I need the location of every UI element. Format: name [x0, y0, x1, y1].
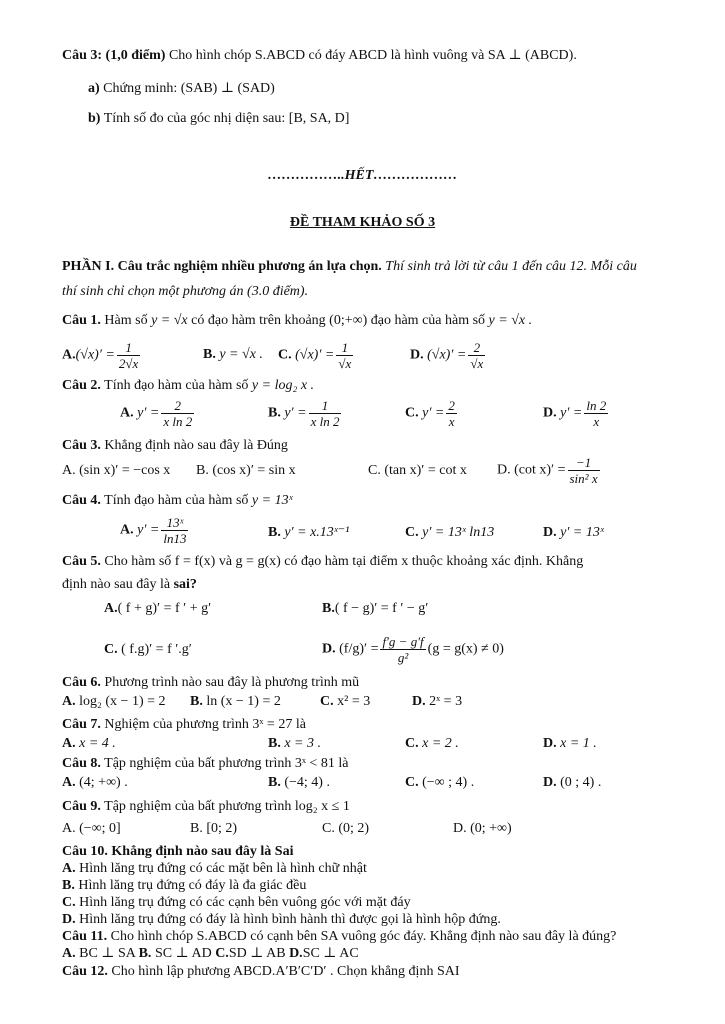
option-label: B. — [62, 878, 75, 893]
option-value: x = 1 . — [560, 736, 597, 751]
q2-label: Câu 2. — [62, 378, 101, 393]
q2-option-d — [543, 398, 610, 429]
q1-text-1: Hàm số — [104, 313, 148, 328]
fraction-denominator: x — [448, 414, 455, 429]
option-lhs: y′ = — [137, 405, 160, 421]
q12-text: Cho hình lập phương ABCD.A′B′C′D′ . Chọn khẳng định SAI — [111, 964, 460, 979]
q4-option-c — [405, 524, 494, 542]
q3-top-heading: Câu 3: (1,0 điểm) — [62, 48, 166, 63]
fraction-numerator: 1 — [117, 340, 140, 356]
q3-option-b: B. (cos x)′ = sin x — [196, 463, 296, 478]
q1-text-2: có đạo hàm trên khoảng — [191, 313, 326, 328]
option-value: SC ⊥ AC — [302, 946, 359, 961]
option-lhs: (√x)′ = — [75, 347, 115, 363]
q8-option-a — [62, 774, 128, 792]
q2-stem — [62, 377, 314, 395]
option-label: B. — [138, 946, 152, 961]
q9-option-b: B. [0; 2) — [190, 821, 238, 836]
q1-option-d — [410, 340, 487, 371]
option-value: BC ⊥ SA — [79, 946, 136, 961]
fraction-denominator: x — [593, 414, 600, 429]
q1-option-b — [203, 346, 263, 364]
option-label: D. — [543, 405, 557, 421]
option-lhs: y′ = — [560, 405, 583, 421]
option-lhs: y′ = — [284, 405, 307, 421]
option-label: C. — [62, 895, 76, 910]
q7-label: Câu 7. — [62, 717, 101, 732]
q2-function: y = log₂ x . — [251, 378, 315, 393]
q9-label: Câu 9. — [62, 799, 101, 814]
option-label: A. — [120, 522, 134, 538]
q3-option-a: A. (sin x)′ = −cos x — [62, 463, 171, 478]
q1-interval: (0;+∞) — [329, 313, 368, 328]
q1-stem — [62, 312, 532, 330]
fraction-denominator: x ln 2 — [163, 414, 193, 429]
q9-option-d: D. (0; +∞) — [453, 821, 512, 836]
option-label: D. — [289, 946, 303, 961]
q9-option-a: A. (−∞; 0] — [62, 821, 121, 836]
option-label: D. — [543, 775, 557, 790]
q3b-line — [88, 110, 349, 128]
fraction-denominator: 2√x — [118, 356, 139, 371]
option-label: B. — [268, 736, 281, 751]
exam-title: ĐỀ THAM KHẢO SỐ 3 — [289, 215, 436, 230]
q5-option-b — [322, 600, 428, 618]
option-label: A. — [62, 861, 76, 876]
fraction-numerator: −1 — [568, 455, 600, 471]
fraction-numerator: 2 — [161, 398, 194, 414]
part1-heading: PHẦN I. Câu trắc nghiệm nhiều phương án lựa chọn. — [62, 259, 382, 274]
option-value: SD ⊥ AB — [228, 946, 286, 961]
option-value: ( f − g)′ = f ′ − g′ — [334, 601, 429, 616]
fraction-numerator: 13ˣ — [161, 515, 188, 531]
q2-option-c — [405, 398, 459, 429]
q12-label: Câu 12. — [62, 964, 108, 979]
q9-text: Tập nghiệm của bất phương trình log₂ x ≤ 1 — [104, 799, 350, 814]
option-label: A. — [104, 601, 118, 616]
q3-top-text: Cho hình chóp S.ABCD có đáy ABCD là hình vuông và SA ⊥ (ABCD). — [168, 48, 577, 63]
q6-stem — [62, 674, 359, 692]
q10-option-b — [62, 877, 306, 895]
q10-option-d — [62, 911, 501, 929]
q9-stem — [62, 798, 350, 816]
option-label: B. — [268, 525, 281, 540]
option-lhs: y′ = — [137, 522, 160, 538]
option-label: B. — [268, 405, 281, 421]
option-value: Hình lăng trụ đứng có các mặt bên là hình chữ nhật — [79, 861, 367, 876]
q5-option-a — [104, 600, 211, 618]
option-value: y′ = x.13ˣ⁻¹ — [284, 525, 350, 540]
q7-option-a — [62, 735, 116, 753]
q4-option-d — [543, 524, 604, 542]
option-label: D. — [62, 912, 76, 927]
end-marker: ……………..HẾT……………… — [267, 168, 458, 183]
option-value: ( f + g)′ = f ′ + g′ — [117, 601, 212, 616]
q5-text-2: định nào sau đây là — [62, 577, 171, 592]
q9-option-c: C. (0; 2) — [322, 821, 370, 836]
q3b-label: b) — [88, 111, 101, 126]
fraction-denominator: g² — [397, 650, 409, 665]
q3-option-d — [497, 455, 602, 486]
option-label: C. — [405, 525, 419, 540]
q5-option-d — [322, 634, 504, 665]
q11-text: Cho hình chóp S.ABCD có cạnh bên SA vuông góc đáy. Khẳng định nào sau đây là đúng? — [110, 929, 617, 944]
option-value: Hình lăng trụ đứng có các cạnh bên vuông góc với mặt đáy — [79, 895, 411, 910]
q1-option-c — [278, 340, 355, 371]
option-value: Hình lăng trụ đứng có đáy là hình bình hành thì được gọi là hình hộp đứng. — [79, 912, 501, 927]
q8-option-d — [543, 774, 601, 792]
option-label: A. — [62, 694, 76, 709]
q10-option-a — [62, 860, 367, 878]
option-value: SC ⊥ AD — [154, 946, 212, 961]
option-value: 2ˣ = 3 — [429, 694, 463, 709]
q5-keyword: sai? — [173, 577, 197, 592]
q5-text: Cho hàm số f = f(x) và g = g(x) có đạo hàm tại điểm x thuộc khoảng xác định. Khẳng — [104, 554, 584, 569]
q6-option-d — [412, 693, 462, 711]
option-condition: (g = g(x) ≠ 0) — [427, 641, 504, 657]
option-lhs: (√x)′ = — [295, 347, 335, 363]
option-label: B. — [190, 694, 203, 709]
q5-label: Câu 5. — [62, 554, 101, 569]
option-label: A. — [62, 946, 76, 961]
fraction-denominator: x ln 2 — [310, 414, 340, 429]
option-value: x = 4 . — [79, 736, 116, 751]
q6-text: Phương trình nào sau đây là phương trình mũ — [104, 675, 360, 690]
fraction-denominator: ln13 — [163, 531, 187, 546]
q4-text: Tính đạo hàm của hàm số — [104, 493, 249, 508]
option-lhs: y′ = — [422, 405, 445, 421]
q10-option-c — [62, 894, 411, 912]
q11-stem — [62, 928, 616, 946]
option-label: D. — [543, 525, 557, 540]
option-label: C. — [278, 347, 292, 363]
q3a-line — [88, 80, 275, 98]
part1-line1 — [62, 258, 637, 276]
option-value: (−∞ ; 4) . — [422, 775, 475, 790]
q4-stem — [62, 492, 293, 510]
q8-label: Câu 8. — [62, 756, 101, 771]
q3-text: Khẳng định nào sau đây là Đúng — [104, 438, 288, 453]
q3a-label: a) — [88, 81, 100, 96]
q7-option-d — [543, 735, 597, 753]
option-label: C. — [405, 775, 419, 790]
option-label: D. — [322, 641, 336, 657]
option-label: C. — [405, 405, 419, 421]
option-value: x² = 3 — [337, 694, 371, 709]
q3-option-c: C. (tan x)′ = cot x — [368, 463, 467, 478]
option-label: D. — [412, 694, 426, 709]
q3a-text: Chứng minh: (SAB) ⊥ (SAD) — [103, 81, 275, 96]
q8-option-c — [405, 774, 474, 792]
fraction-numerator: ln 2 — [586, 398, 607, 413]
option-value: (0 ; 4) . — [560, 775, 602, 790]
q7-option-b — [268, 735, 321, 753]
q6-option-c — [320, 693, 370, 711]
fraction-numerator: f′g − g′f — [382, 634, 424, 649]
option-label: D. — [543, 736, 557, 751]
q4-label: Câu 4. — [62, 493, 101, 508]
part1-instruction-1: Thí sinh trả lời từ câu 1 đến câu 12. Mỗi câu — [385, 259, 637, 274]
option-label: D. — [410, 347, 424, 363]
q1-label: Câu 1. — [62, 313, 101, 328]
q4-option-a — [120, 515, 190, 546]
option-value: Hình lăng trụ đứng có đáy là đa giác đều — [78, 878, 307, 893]
option-value: y′ = 13ˣ ln13 — [422, 525, 495, 540]
fraction-denominator: √x — [338, 356, 352, 371]
option-label: C. — [104, 642, 118, 657]
option-value: y′ = 13ˣ — [560, 525, 604, 540]
q1-option-a — [62, 340, 142, 371]
q4-function: y = 13ˣ — [251, 493, 293, 508]
option-lhs: (f/g)′ = — [339, 641, 379, 657]
fraction-denominator: √x — [470, 356, 484, 371]
q3-stem — [62, 437, 288, 455]
option-label: A. — [62, 775, 76, 790]
option-label: B. — [268, 775, 281, 790]
q8-text: Tập nghiệm của bất phương trình 3ˣ < 81 là — [104, 756, 349, 771]
q7-text: Nghiệm của phương trình 3ˣ = 27 là — [104, 717, 306, 732]
q1-function: y = √x — [151, 313, 188, 328]
option-lhs: D. (cot x)′ = — [497, 462, 566, 478]
q2-text: Tính đạo hàm của hàm số — [104, 378, 249, 393]
q11-options — [62, 945, 359, 963]
option-label: C. — [215, 946, 229, 961]
q6-label: Câu 6. — [62, 675, 101, 690]
option-label: A. — [120, 405, 134, 421]
q3b-text: Tính số đo của góc nhị diện sau: [B, SA, D] — [103, 111, 350, 126]
q2-option-a — [120, 398, 196, 429]
q8-option-b — [268, 774, 330, 792]
q7-stem — [62, 716, 306, 734]
option-lhs: (√x)′ = — [427, 347, 467, 363]
q5-stem-2 — [62, 576, 197, 594]
option-label: B. — [203, 347, 216, 362]
option-label: A. — [62, 736, 76, 751]
q1-text-3: đạo hàm của hàm số — [370, 313, 486, 328]
q12-stem — [62, 963, 460, 981]
q3-top-line — [62, 47, 577, 65]
option-value: (4; +∞) . — [79, 775, 128, 790]
q10-stem: Câu 10. Khẳng định nào sau đây là Sai — [62, 844, 294, 859]
option-value: x = 2 . — [422, 736, 459, 751]
fraction-numerator: 2 — [448, 398, 455, 413]
q8-stem — [62, 755, 348, 773]
q3-label: Câu 3. — [62, 438, 101, 453]
option-label: C. — [320, 694, 334, 709]
q5-stem — [62, 553, 583, 571]
option-label: C. — [405, 736, 419, 751]
fraction-numerator: 1 — [309, 398, 342, 414]
q1-function-2: y = √x . — [488, 313, 533, 328]
option-label: A. — [62, 347, 76, 363]
option-value: y = √x . — [219, 347, 263, 362]
fraction-numerator: 2 — [468, 340, 485, 356]
q2-option-b — [268, 398, 343, 429]
q6-option-a — [62, 693, 166, 711]
q5-option-c — [104, 641, 192, 659]
q4-option-b — [268, 524, 349, 542]
q6-option-b — [190, 693, 281, 711]
option-value: x = 3 . — [284, 736, 322, 751]
option-value: ln (x − 1) = 2 — [206, 694, 281, 709]
option-label: B. — [322, 601, 335, 616]
fraction-numerator: 1 — [336, 340, 353, 356]
fraction-denominator: sin² x — [569, 471, 598, 486]
option-value: ( f.g)′ = f ′.g′ — [121, 642, 192, 657]
q11-label: Câu 11. — [62, 929, 108, 944]
part1-instruction-2: thí sinh chỉ chọn một phương án (3.0 điểm). — [62, 284, 309, 299]
option-value: (−4; 4) . — [284, 775, 330, 790]
q7-option-c — [405, 735, 459, 753]
option-value: log₂ (x − 1) = 2 — [79, 694, 166, 709]
